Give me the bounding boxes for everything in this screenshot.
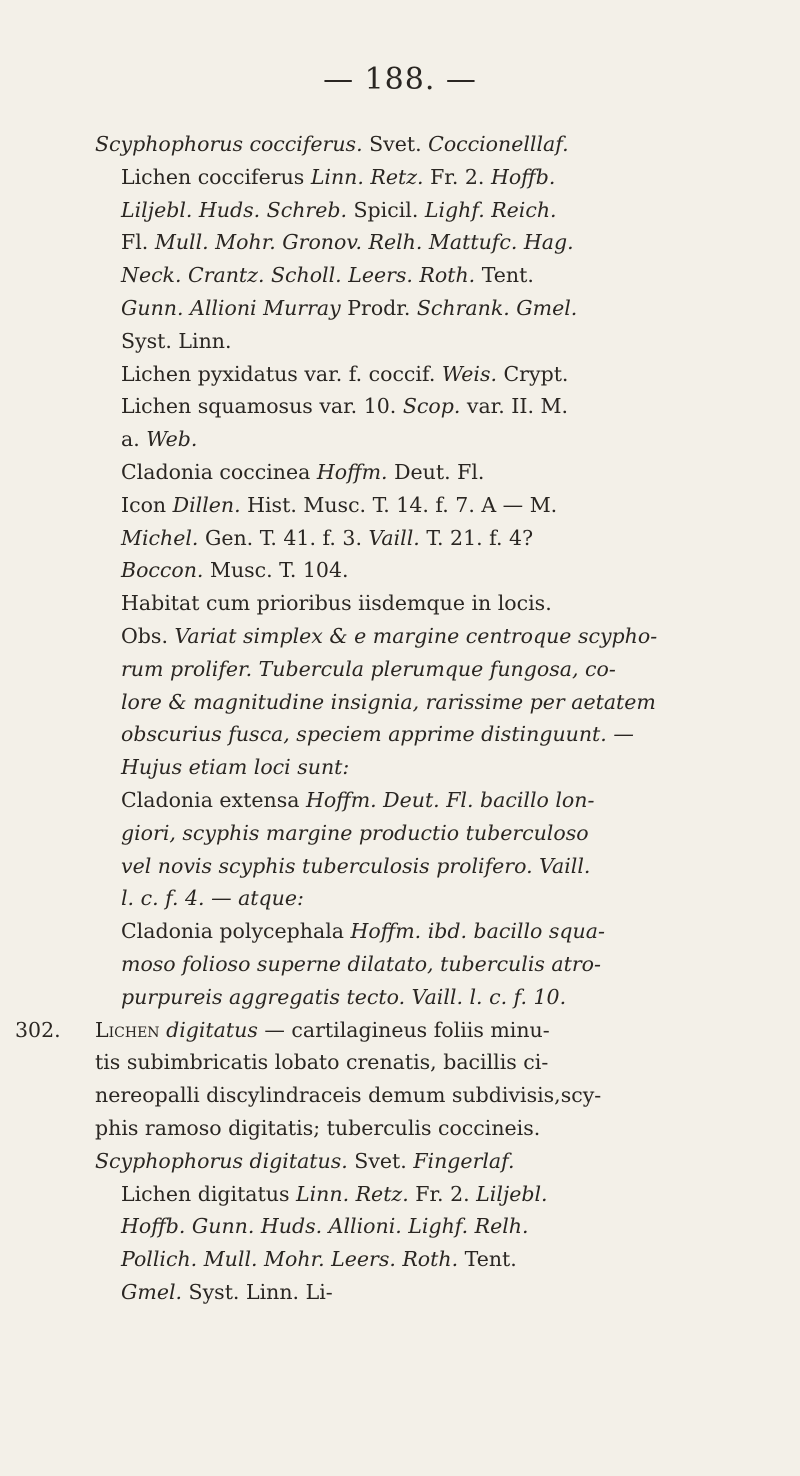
text-segment: Gmel. (121, 1279, 183, 1304)
text-segment: Fr. 2. (423, 164, 491, 189)
text-segment: rum prolifer. Tubercula plerumque fungosa, co- (121, 656, 616, 681)
text-segment: Cladonia extensa (121, 787, 306, 812)
text-segment: Coccionelllaf. (428, 132, 569, 156)
text-segment: nereopalli discylindraceis demum subdivisis,scy- (95, 1083, 602, 1108)
text-segment: Svet. (347, 1148, 414, 1173)
text-line (95, 390, 775, 423)
entry-number: 302. (15, 1017, 61, 1042)
text-line (95, 882, 775, 915)
text-segment: Lichen digitatus (121, 1181, 297, 1206)
text-segment: Hujus etiam loci sunt: (121, 755, 350, 780)
text-segment: — cartilagineus foliis minu- (257, 1017, 550, 1042)
text-line (95, 1145, 775, 1178)
text-segment: l. c. f. 4. — atque: (121, 886, 304, 911)
text-segment: Weis. (441, 361, 497, 386)
text-segment: Svet. (362, 132, 429, 156)
text-line (95, 226, 775, 259)
text-segment: Spicil. (346, 197, 425, 222)
text-segment: Hoffb. (490, 164, 556, 189)
text-segment: Michel. (121, 525, 199, 550)
text-line (95, 948, 775, 981)
text-segment: lore & magnitudine insignia, rarissime per aetatem (121, 689, 656, 714)
text-segment: Dillen. (172, 492, 241, 517)
text-line (95, 358, 775, 391)
text-line (95, 194, 775, 227)
text-segment: Hoffm. ibd. bacillo squa- (350, 919, 605, 944)
text-segment: Gen. T. 41. f. 3. (198, 525, 369, 550)
text-segment: moso folioso superne dilatato, tuberculis atro- (121, 951, 601, 976)
text-segment: Scyphophorus digitatus. (95, 1148, 348, 1173)
text-line (95, 489, 775, 522)
text-line (95, 259, 775, 292)
text-segment: Neck. Crantz. Scholl. Leers. Roth. (121, 263, 476, 288)
text-segment: Musc. T. 104. (203, 558, 349, 583)
text-segment: T. 21. f. 4? (419, 525, 534, 550)
text-segment: Gunn. Allioni Murray (121, 295, 341, 320)
text-segment: obscurius fusca, speciem apprime distinguunt. — (121, 722, 634, 747)
text-line (95, 850, 775, 883)
text-line (95, 751, 775, 784)
page-number: — 188. — (323, 62, 477, 97)
text-segment: tis subimbricatis lobato crenatis, bacillis ci- (95, 1050, 549, 1075)
text-line (95, 423, 775, 456)
text-segment: phis ramoso digitatis; tuberculis coccineis. (95, 1115, 541, 1140)
text-segment: Lichen (95, 1017, 160, 1042)
text-segment: Prodr. (340, 295, 417, 320)
text-segment: Mull. Mohr. Gronov. Relh. Mattufc. Hag. (154, 230, 574, 255)
text-line (95, 522, 775, 555)
text-segment: Boccon. (121, 558, 204, 583)
text-line (95, 587, 775, 620)
text-line (95, 1046, 775, 1079)
text-segment: Hist. Musc. T. 14. f. 7. A — M. (240, 492, 558, 517)
text-line (95, 718, 775, 751)
text-segment: purpureis aggregatis tecto. Vaill. l. c. f. 10. (121, 984, 567, 1009)
text-segment: Deut. Fl. (387, 459, 485, 484)
text-segment: giori, scyphis margine productio tuberculoso (121, 820, 589, 845)
text-segment: Liljebl. (476, 1181, 548, 1206)
text-segment: Web. (146, 427, 198, 452)
text-segment: Icon (121, 492, 173, 517)
text-segment: Obs. (121, 623, 175, 648)
text-line (95, 1276, 775, 1309)
text-segment: Tent. (475, 263, 534, 288)
text-segment: a. (121, 427, 147, 452)
text-line (95, 1112, 775, 1145)
text-segment: Lighf. Reich. (424, 197, 557, 222)
text-segment: Scyphophorus cocciferus. (95, 132, 363, 156)
text-segment: Variat simplex & e margine centroque scypho- (174, 623, 658, 648)
text-line (95, 554, 775, 587)
text-line (95, 128, 775, 161)
text-line (95, 292, 775, 325)
text-line (95, 981, 775, 1014)
text-line (95, 1210, 775, 1243)
text-segment: Hoffb. Gunn. Huds. Allioni. Lighf. Relh. (121, 1214, 529, 1239)
text-segment: digitatus (166, 1017, 258, 1042)
text-segment: Linn. Retz. (310, 164, 424, 189)
text-segment: Fr. 2. (408, 1181, 477, 1206)
text-line (95, 817, 775, 850)
text-segment: Fl. (121, 230, 155, 255)
text-segment: Lichen cocciferus (121, 164, 311, 189)
text-line (95, 1178, 775, 1211)
text-line (95, 1079, 775, 1112)
text-segment: Liljebl. Huds. Schreb. (121, 197, 347, 222)
text-segment: Syst. Linn. (121, 328, 232, 353)
body-text (15, 128, 775, 1309)
text-segment: Syst. Linn. (182, 1279, 300, 1304)
text-segment: Tent. (458, 1247, 517, 1272)
text-line (95, 161, 775, 194)
text-line (95, 915, 775, 948)
text-segment: Scop. (402, 394, 461, 419)
text-segment: var. II. M. (460, 394, 568, 419)
text-segment: Lichen squamosus var. 10. (121, 394, 403, 419)
text-line (95, 456, 775, 489)
text-segment: Pollich. Mull. Mohr. Leers. Roth. (121, 1247, 459, 1272)
text-segment: Cladonia polycephala (121, 919, 351, 944)
text-line (95, 1243, 775, 1276)
text-segment: vel novis scyphis tuberculosis prolifero. Vaill. (121, 853, 591, 878)
text-line (95, 325, 775, 358)
text-segment: Hoffm. (316, 459, 388, 484)
text-segment: Vaill. (368, 525, 420, 550)
text-segment: Cladonia coccinea (121, 459, 317, 484)
text-segment: Fingerlaf. (413, 1148, 515, 1173)
text-line (15, 1014, 775, 1047)
text-segment: Linn. Retz. (296, 1181, 409, 1206)
text-segment: Hoffm. Deut. Fl. bacillo lon- (305, 787, 595, 812)
text-line (95, 620, 775, 653)
text-segment: Li- (299, 1279, 333, 1304)
text-segment: Schrank. Gmel. (416, 295, 578, 320)
text-line (95, 653, 775, 686)
text-segment: Habitat cum prioribus iisdemque in locis. (121, 591, 552, 616)
text-line (95, 784, 775, 817)
text-segment: Crypt. (496, 361, 569, 386)
text-segment: Lichen pyxidatus var. f. coccif. (121, 361, 442, 386)
text-line (95, 686, 775, 719)
